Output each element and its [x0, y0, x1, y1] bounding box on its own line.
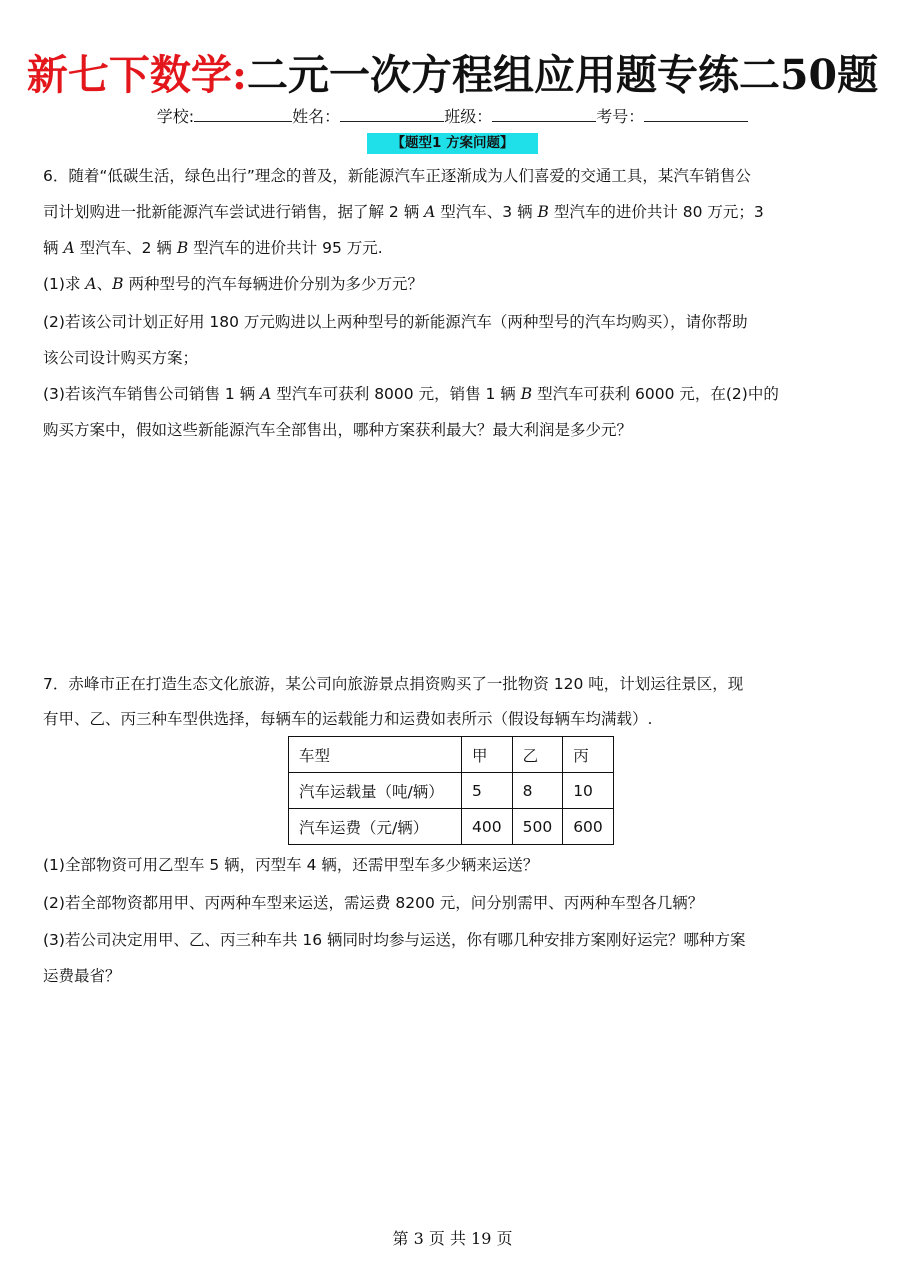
table-cell: 汽车运费（元/辆） [289, 809, 462, 845]
q6-part1: (1)求 A、B 两种型号的汽车每辆进价分别为多少万元？ [43, 275, 423, 293]
table-cell: 甲 [462, 737, 513, 773]
table-cell: 汽车运载量（吨/辆） [289, 773, 462, 809]
number-label: 考号： [596, 107, 645, 126]
class-label: 班级： [444, 107, 493, 126]
school-blank[interactable] [194, 106, 292, 122]
table-row [289, 809, 614, 845]
section-banner: 【题型1 方案问题】 [367, 133, 538, 154]
page-number: 第 3 页 共 19 页 [392, 1229, 513, 1248]
q6-line3: 辆 A 型汽车、2 辆 B 型汽车的进价共计 95 万元. [43, 239, 383, 257]
q7-part2: (2)若全部物资都用甲、丙两种车型来运送，需运费 8200 元，问分别需甲、丙两种车型各几辆？ [43, 894, 704, 912]
table-cell: 乙 [512, 737, 563, 773]
title-grade-subject: 新七下数学: [26, 51, 248, 99]
name-blank[interactable] [340, 106, 444, 122]
q7-part3-line1: (3)若公司决定用甲、乙、丙三种车共 16 辆同时均参与运送，你有哪几种安排方案刚好运完？哪种方案 [43, 931, 746, 949]
q7-line2: 有甲、乙、丙三种车型供选择，每辆车的运载能力和运费如表所示（假设每辆车均满载）. [43, 710, 653, 728]
q7-line1: 7．赤峰市正在打造生态文化旅游，某公司向旅游景点捐资购买了一批物资 120 吨，计划运往景区，现 [43, 675, 744, 693]
table-cell: 丙 [563, 737, 614, 773]
name-label: 姓名： [292, 107, 341, 126]
q6-line2: 司计划购进一批新能源汽车尝试进行销售，据了解 2 辆 A 型汽车、3 辆 B 型汽车的进价共计 80 万元；3 [43, 203, 764, 221]
number-blank[interactable] [644, 106, 748, 122]
q6-part3-line1: (3)若该汽车销售公司销售 1 辆 A 型汽车可获利 8000 元，销售 1 辆 B 型汽车可获利 6000 元，在(2)中的 [43, 385, 779, 403]
table-cell: 400 [462, 809, 513, 845]
table-cell: 500 [512, 809, 563, 845]
table-cell: 600 [563, 809, 614, 845]
table-row [289, 773, 614, 809]
q6-line1: 6．随着“低碳生活，绿色出行”理念的普及，新能源汽车正逐渐成为人们喜爱的交通工具，某汽车销售公 [43, 167, 751, 185]
q7-part1: (1)全部物资可用乙型车 5 辆，丙型车 4 辆，还需甲型车多少辆来运送？ [43, 856, 539, 874]
q6-part2-line2: 该公司设计购买方案； [43, 349, 199, 367]
table-row [289, 737, 614, 773]
table-cell: 8 [512, 773, 563, 809]
table-cell: 10 [563, 773, 614, 809]
title-topic: 二元一次方程组应用题专练二50题 [247, 51, 879, 99]
q6-part3-line2: 购买方案中，假如这些新能源汽车全部售出，哪种方案获利最大？最大利润是多少元？ [43, 421, 633, 439]
table-cell: 5 [462, 773, 513, 809]
class-blank[interactable] [492, 106, 596, 122]
student-info-fields [0, 104, 905, 127]
school-label: 学校: [156, 107, 195, 126]
vehicle-capacity-cost-table [288, 736, 614, 845]
table-cell: 车型 [289, 737, 462, 773]
q6-part2-line1: (2)若该公司计划正好用 180 万元购进以上两种型号的新能源汽车（两种型号的汽车均购买），请你帮助 [43, 313, 748, 331]
page-title [0, 42, 905, 101]
q7-part3-line2: 运费最省？ [43, 967, 121, 985]
